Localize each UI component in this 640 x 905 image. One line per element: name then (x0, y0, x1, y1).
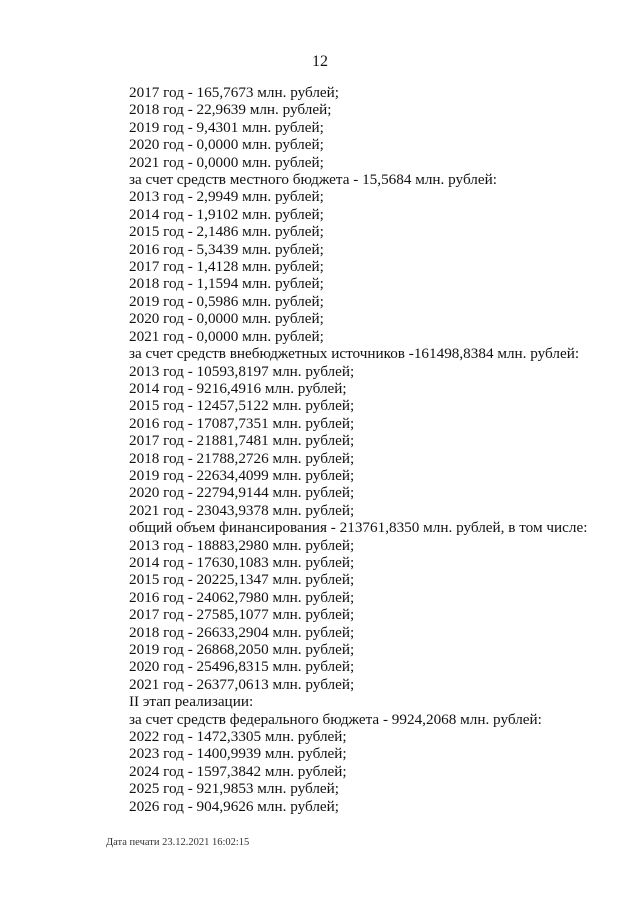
text-line: за счет средств внебюджетных источников -161498,8384 млн. рублей: (129, 345, 580, 363)
text-line: 2021 год - 0,0000 млн. рублей; (129, 153, 324, 171)
text-line: II этап реализации: (129, 693, 254, 711)
text-line: за счет средств федерального бюджета - 9924,2068 млн. рублей: (129, 710, 542, 728)
text-line: 2024 год - 1597,3842 млн. рублей; (129, 762, 347, 780)
text-line: 2013 год - 18883,2980 млн. рублей; (129, 536, 355, 554)
text-line: 2016 год - 5,3439 млн. рублей; (129, 240, 324, 258)
text-line: 2017 год - 165,7673 млн. рублей; (129, 84, 340, 101)
text-line: 2022 год - 1472,3305 млн. рублей; (129, 728, 347, 746)
text-line: 2018 год - 22,9639 млн. рублей; (129, 101, 332, 119)
text-line: 2019 год - 26868,2050 млн. рублей; (129, 641, 355, 658)
text-line: 2018 год - 21788,2726 млн. рублей; (129, 449, 355, 467)
text-line: 2014 год - 17630,1083 млн. рублей; (129, 553, 355, 571)
text-line: 2025 год - 921,9853 млн. рублей; (129, 780, 340, 798)
page-number: 12 (312, 53, 328, 70)
text-line: 2019 год - 9,4301 млн. рублей; (129, 118, 324, 136)
text-line: 2020 год - 22794,9144 млн. рублей; (129, 484, 355, 502)
text-line: 2013 год - 2,9949 млн. рублей; (129, 188, 324, 206)
text-line: 2023 год - 1400,9939 млн. рублей; (129, 745, 347, 763)
text-line: 2015 год - 20225,1347 млн. рублей; (129, 571, 355, 589)
text-line: общий объем финансирования - 213761,8350 млн. рублей, в том числе: (129, 519, 588, 537)
text-line: 2021 год - 23043,9378 млн. рублей; (129, 501, 355, 519)
text-line: 2020 год - 0,0000 млн. рублей; (129, 136, 324, 154)
print-date-footer: Дата печати 23.12.2021 16:02:15 (106, 837, 250, 848)
text-line: 2020 год - 25496,8315 млн. рублей; (129, 658, 355, 676)
text-line: 2020 год - 0,0000 млн. рублей; (129, 310, 324, 328)
text-line: 2013 год - 10593,8197 млн. рублей; (129, 362, 355, 380)
text-line: 2014 год - 9216,4916 млн. рублей; (129, 379, 347, 397)
text-line: 2026 год - 904,9626 млн. рублей; (129, 797, 340, 815)
text-line: 2014 год - 1,9102 млн. рублей; (129, 205, 324, 223)
text-line: 2015 год - 12457,5122 млн. рублей; (129, 397, 355, 415)
text-line: 2017 год - 21881,7481 млн. рублей; (129, 432, 355, 450)
text-line: 2021 год - 0,0000 млн. рублей; (129, 327, 324, 345)
text-line: 2017 год - 27585,1077 млн. рублей; (129, 606, 355, 624)
text-line: 2017 год - 1,4128 млн. рублей; (129, 258, 324, 276)
text-line: 2019 год - 0,5986 млн. рублей; (129, 292, 324, 310)
text-line: 2016 год - 24062,7980 млн. рублей; (129, 588, 355, 606)
text-line: за счет средств местного бюджета - 15,5684 млн. рублей: (129, 171, 497, 189)
document-body (129, 84, 629, 815)
text-line: 2019 год - 22634,4099 млн. рублей; (129, 466, 355, 484)
text-line: 2018 год - 1,1594 млн. рублей; (129, 275, 324, 293)
text-line: 2015 год - 2,1486 млн. рублей; (129, 223, 324, 241)
text-line: 2018 год - 26633,2904 млн. рублей; (129, 623, 355, 641)
text-line: 2016 год - 17087,7351 млн. рублей; (129, 414, 355, 432)
text-line: 2021 год - 26377,0613 млн. рублей; (129, 675, 355, 693)
